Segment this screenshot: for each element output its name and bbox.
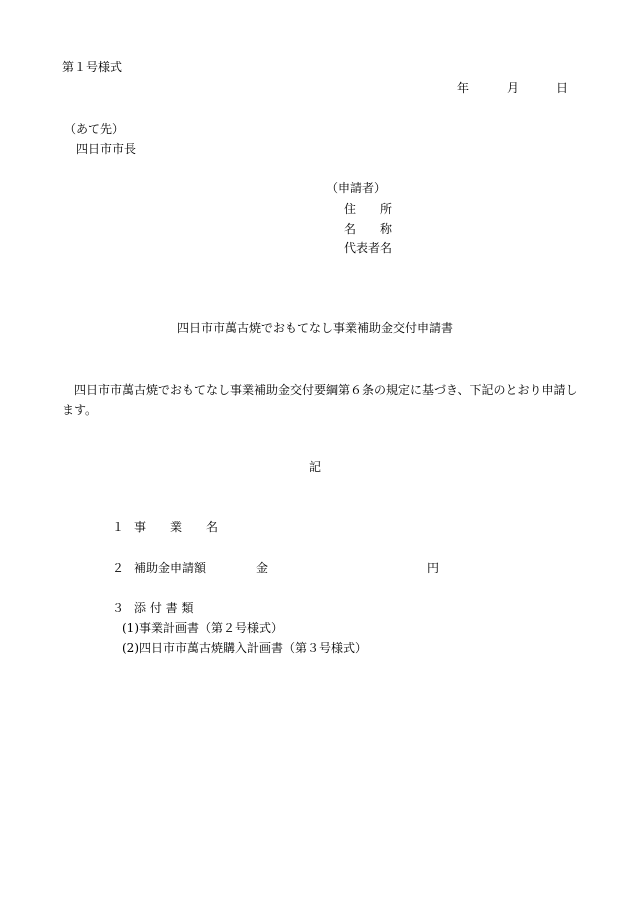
attachment-item: (2)四日市市萬古焼購入計画書（第３号様式） [122, 641, 367, 655]
body-paragraph: 四日市市萬古焼でおもてなし事業補助金交付要綱第６条の規定に基づき、下記のとおり申請します。 [62, 383, 578, 417]
amount-suffix: 円 [427, 561, 440, 575]
document-title: 四日市市萬古焼でおもてなし事業補助金交付申請書 [176, 321, 453, 335]
item-2-number: ２ [112, 561, 125, 575]
item-2-label: 補助金申請額 [134, 561, 207, 575]
form-number: 第１号様式 [62, 60, 123, 74]
date-year-label: 年 [457, 81, 470, 95]
date-month-label: 月 [507, 81, 520, 95]
item-1-number: １ [112, 520, 125, 534]
item-3-number: ３ [112, 601, 125, 615]
item-1-label: 事 業 名 [134, 520, 219, 534]
applicant-address-label: 住 所 [344, 202, 393, 216]
addressee-label: （あて先） [64, 122, 125, 136]
applicant-name-label: 名 称 [344, 222, 393, 236]
applicant-label: （申請者） [326, 181, 387, 195]
addressee-name: 四日市市長 [76, 142, 137, 156]
date-day-label: 日 [556, 81, 569, 95]
attachment-item: (1)事業計画書（第２号様式） [122, 621, 283, 635]
applicant-representative-label: 代表者名 [344, 241, 393, 255]
amount-prefix: 金 [256, 561, 269, 575]
ki-heading: 記 [308, 460, 321, 474]
item-3-label: 添 付 書 類 [134, 601, 194, 615]
